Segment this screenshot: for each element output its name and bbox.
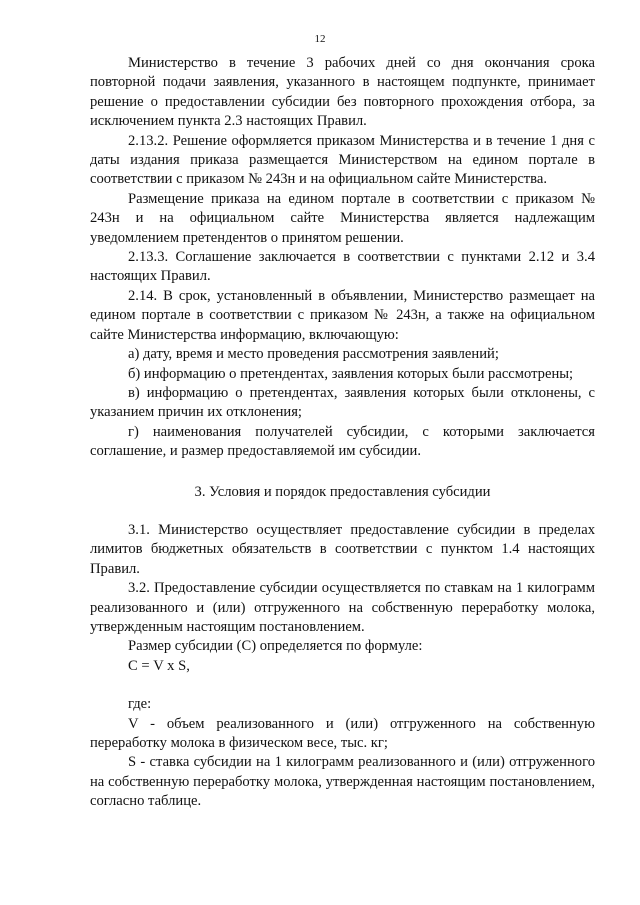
paragraph-order-publication: Размещение приказа на едином портале в соответствии с приказом № 243н и на официальном сайте Министерства является надлежащим уведомлением претендентов о принятом решении. xyxy=(90,190,595,246)
paragraph-resubmission-decision: Министерство в течение 3 рабочих дней со дня окончания срока повторной подачи заявления, указанного в настоящем подпункте, принимает решение о предоставлении субсидии без повторного прохождения отбора, за исключением пункта 2.3 настоящих Правил. xyxy=(90,55,595,130)
list-item-a: а) дату, время и место проведения рассмотрения заявлений; xyxy=(128,346,499,363)
list-item-g: г) наименования получателей субсидии, с которыми заключается соглашение, и размер предоставляемой им субсидии. xyxy=(90,423,595,460)
paragraph-3-1: 3.1. Министерство осуществляет предоставление субсидии в пределах лимитов бюджетных обязательств в соответствии с пунктом 1.4 настоящих Правил. xyxy=(90,521,595,577)
paragraph-2-14: 2.14. В срок, установленный в объявлении, Министерство размещает на едином портале в соответствии с приказом № 243н, а также на официальном сайте Министерства информацию, включающую: xyxy=(90,287,595,343)
page-number: 12 xyxy=(314,33,326,45)
section-heading: 3. Условия и порядок предоставления субсидии xyxy=(194,483,491,500)
definition-v: V - объем реализованного и (или) отгруженного на собственную переработку молока в физическом весе, тыс. кг; xyxy=(90,715,595,751)
list-item-v: в) информацию о претендентах, заявления которых были отклонены, с указанием причин их отклонения; xyxy=(90,384,595,421)
paragraph-formula-intro: Размер субсидии (С) определяется по формуле: xyxy=(128,638,423,655)
paragraph-3-2: 3.2. Предоставление субсидии осуществляется по ставкам на 1 килограмм реализованного и (или) отгруженного на собственную переработку молока, утвержденным настоящим постановлением. xyxy=(90,580,595,635)
where-label: где: xyxy=(128,696,152,713)
paragraph-2-13-2: 2.13.2. Решение оформляется приказом Министерства и в течение 1 дня с даты издания приказа размещается Министерством на едином портале в соответствии с приказом № 243н и на официальном сайте Министерства. xyxy=(90,132,595,188)
list-item-b: б) информацию о претендентах, заявления которых были рассмотрены; xyxy=(128,365,574,382)
document-body xyxy=(90,54,595,812)
paragraph-2-13-3: 2.13.3. Соглашение заключается в соответствии с пунктами 2.12 и 3.4 настоящих Правил. xyxy=(90,249,595,285)
definition-s: S - ставка субсидии на 1 килограмм реализованного и (или) отгруженного на собственную переработку молока, утвержденная настоящим постановлением, согласно таблице. xyxy=(90,754,595,810)
formula: С = V x S, xyxy=(128,657,190,674)
